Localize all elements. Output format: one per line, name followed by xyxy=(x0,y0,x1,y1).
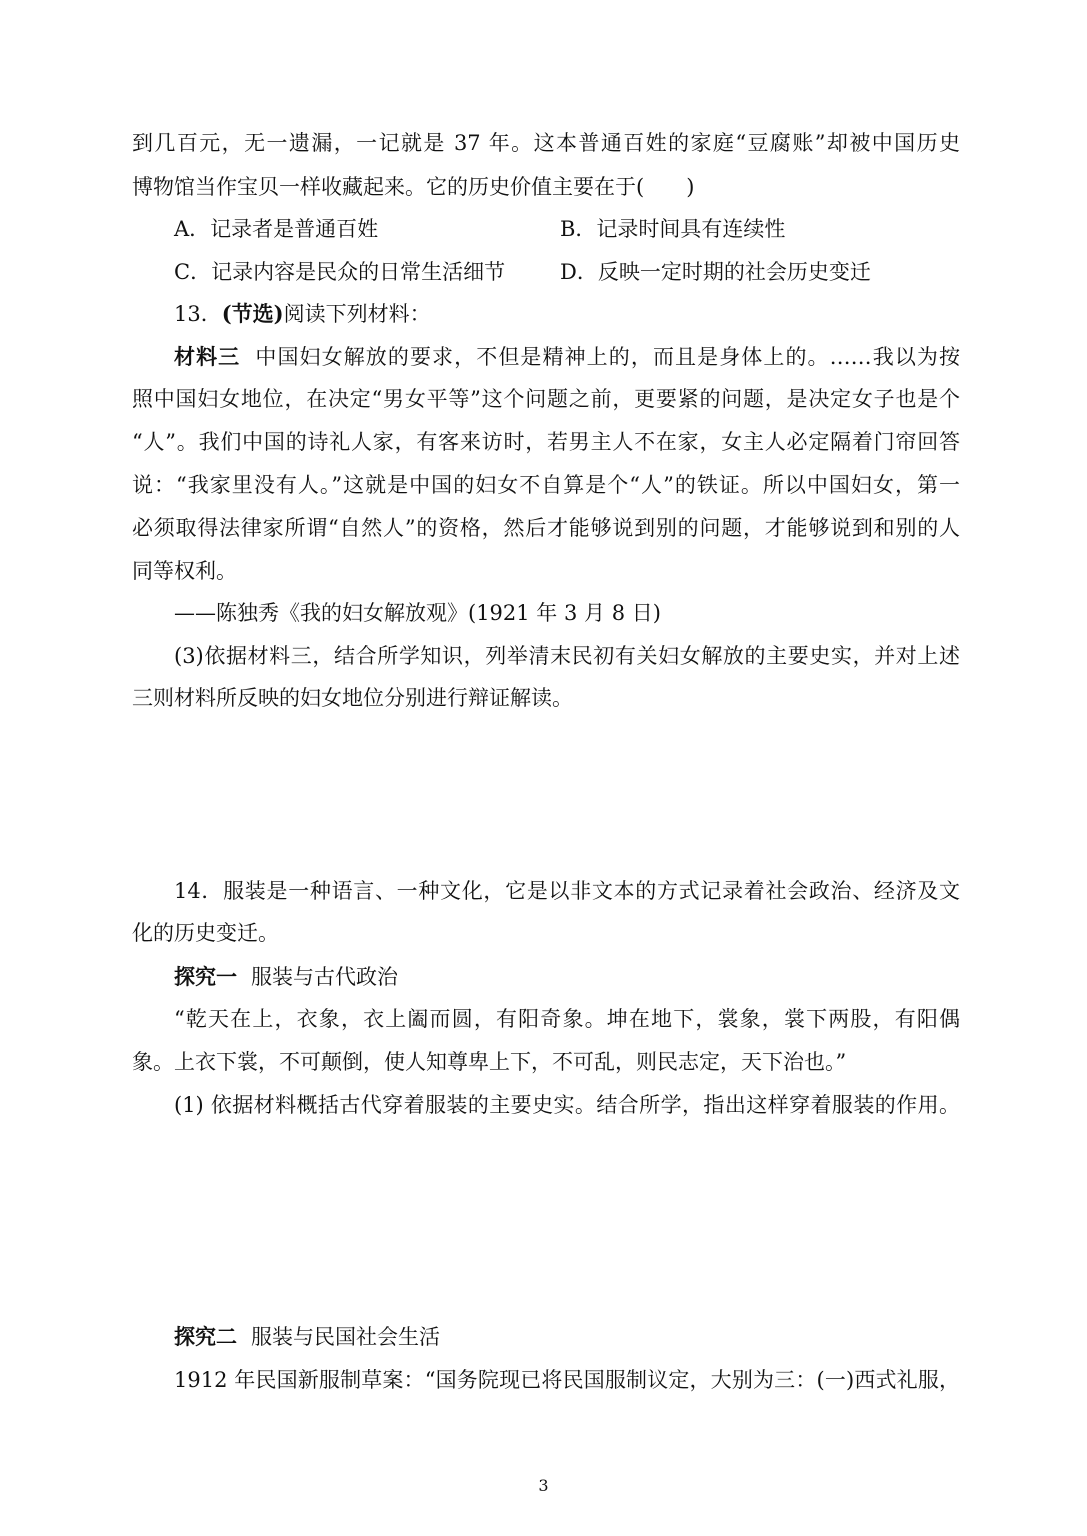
q12-stem-line-1: 到几百元，无一遗漏，一记就是 37 年。这本普通百姓的家庭“豆腐账”却被中国历史 xyxy=(132,131,960,155)
q14-explore-1-label: 探究一 xyxy=(174,964,237,989)
q13-tag: (节选) xyxy=(221,301,284,326)
q12-option-a: A．记录者是普通百姓 xyxy=(174,217,379,241)
q13-material-line-1 xyxy=(174,342,960,372)
q13-material-text-1: 中国妇女解放的要求，不但是精神上的，而且是身体上的。……我以为按 xyxy=(254,345,960,369)
q13-material-label: 材料三 xyxy=(174,344,241,369)
q13-material-line-3: “人”。我们中国的诗礼人家，有客来访时，若男主人不在家，女主人必定隔着门帘回答 xyxy=(132,430,960,454)
page-number: 3 xyxy=(538,1476,549,1495)
q14-explore-2-title: 服装与民国社会生活 xyxy=(251,1325,440,1349)
q14-explore-1-title: 服装与古代政治 xyxy=(251,965,398,989)
q14-stem-line-2: 化的历史变迁。 xyxy=(132,921,279,945)
q13-number: 13． xyxy=(174,302,222,326)
q13-material-line-5: 必须取得法律家所谓“自然人”的资格，然后才能够说到别的问题，才能够说到和别的人 xyxy=(132,516,960,540)
q14-explore-1-heading xyxy=(174,962,960,992)
q14-quote-line-2: 象。上衣下裳，不可颠倒，使人知尊卑上下，不可乱，则民志定，天下治也。” xyxy=(132,1050,847,1074)
q14-explore-2-label: 探究二 xyxy=(174,1324,237,1349)
q14-question-1: (1) 依据材料概括古代穿着服装的主要史实。结合所学，指出这样穿着服装的作用。 xyxy=(174,1093,960,1117)
q12-stem-line-2: 博物馆当作宝贝一样收藏起来。它的历史价值主要在于( ) xyxy=(132,175,695,199)
q13-material-line-2: 照中国妇女地位，在决定“男女平等”这个问题之前，更要紧的问题，是决定女子也是个 xyxy=(132,387,960,411)
q13-material-line-6: 同等权利。 xyxy=(132,559,237,583)
q13-question-line-1: (3)依据材料三，结合所学知识，列举清末民初有关妇女解放的主要史实，并对上述 xyxy=(174,644,960,668)
q14-material-2-line-1: 1912 年民国新服制草案：“国务院现已将民国服制议定，大别为三：(一)西式礼服， xyxy=(174,1368,960,1392)
q13-question-line-2: 三则材料所反映的妇女地位分别进行辩证解读。 xyxy=(132,686,573,710)
q14-quote-line-1: “乾天在上，衣象，衣上阖而圆，有阳奇象。坤在地下，裳象，裳下两股，有阳偶 xyxy=(174,1007,960,1031)
q13-material-line-4: 说：“我家里没有人。”这就是中国的妇女不自算是个“人”的铁证。所以中国妇女，第一 xyxy=(132,473,960,497)
q13-source: ——陈独秀《我的妇女解放观》(1921 年 3 月 8 日) xyxy=(174,601,661,625)
q13-intro: 阅读下列材料： xyxy=(283,302,431,326)
q13-header xyxy=(174,299,960,329)
q12-option-d: D．反映一定时期的社会历史变迁 xyxy=(560,260,871,284)
q12-option-b: B．记录时间具有连续性 xyxy=(560,217,786,241)
q14-stem-line-1: 14．服装是一种语言、一种文化，它是以非文本的方式记录着社会政治、经济及文 xyxy=(174,879,960,903)
q14-explore-2-heading xyxy=(174,1322,960,1352)
q12-option-c: C．记录内容是民众的日常生活细节 xyxy=(174,260,506,284)
